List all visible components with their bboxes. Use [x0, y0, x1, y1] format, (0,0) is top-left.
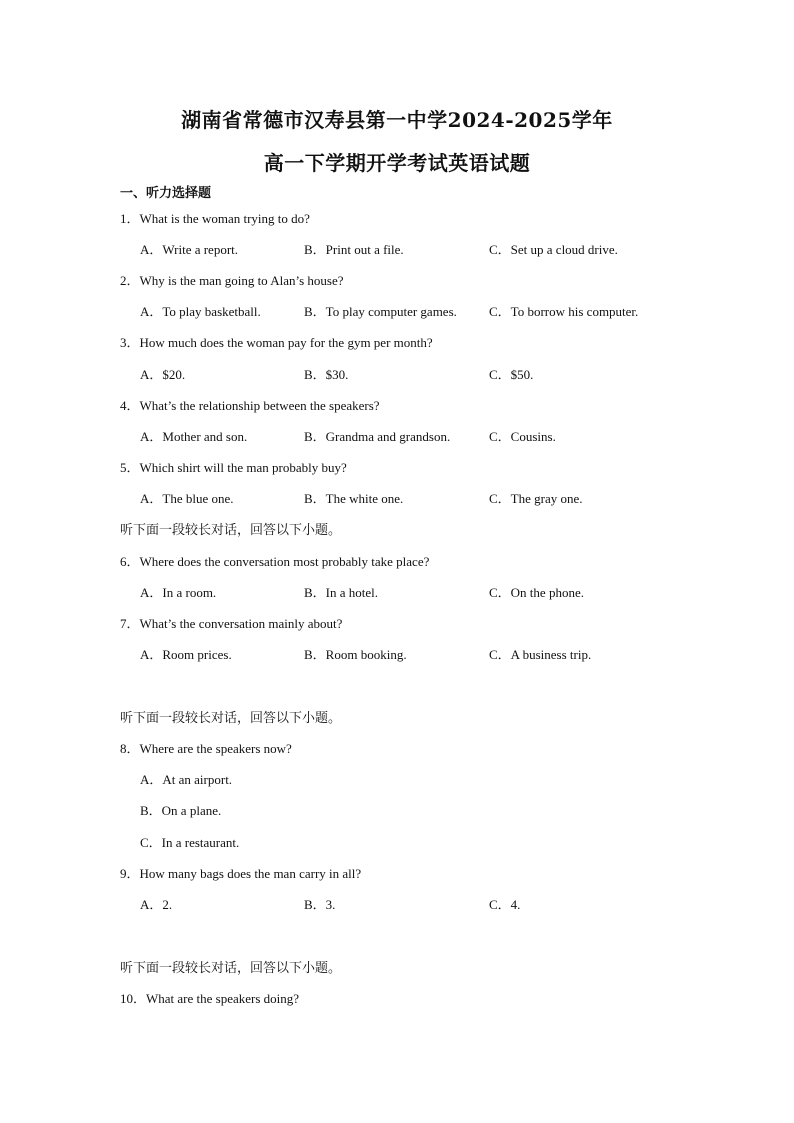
option-4a: A．Mother and son. [140, 429, 248, 444]
option-1b: B．Print out a file. [304, 242, 404, 257]
option-5a: A．The blue one. [140, 491, 234, 506]
option-9b: B．3. [304, 897, 336, 912]
option-5c: C．The gray one. [489, 491, 583, 506]
option-3a: A．$20. [140, 367, 186, 382]
option-3c: C．$50. [489, 367, 534, 382]
instruction-note: 听下面一段较长对话，回答以下小题。 [120, 523, 342, 538]
question-7: 7．What’s the conversation mainly about? [120, 616, 343, 631]
option-6c: C．On the phone. [489, 585, 584, 600]
question-1: 1．What is the woman trying to do? [120, 211, 310, 226]
question-5: 5．Which shirt will the man probably buy? [120, 460, 347, 475]
question-8: 8．Where are the speakers now? [120, 741, 292, 756]
option-9c: C．4. [489, 897, 521, 912]
option-2c: C．To borrow his computer. [489, 304, 639, 319]
question-3: 3．How much does the woman pay for the gym per month? [120, 335, 433, 350]
option-8c: C．In a restaurant. [140, 835, 240, 850]
option-6a: A．In a room. [140, 585, 217, 600]
question-4: 4．What’s the relationship between the speakers? [120, 398, 380, 413]
question-2: 2．Why is the man going to Alan’s house? [120, 273, 344, 288]
question-6: 6．Where does the conversation most probably take place? [120, 554, 430, 569]
instruction-note: 听下面一段较长对话，回答以下小题。 [120, 711, 342, 726]
question-9: 9．How many bags does the man carry in all? [120, 866, 362, 881]
option-5b: B．The white one. [304, 491, 404, 506]
option-4c: C．Cousins. [489, 429, 556, 444]
option-2a: A．To play basketball. [140, 304, 261, 319]
option-3b: B．$30. [304, 367, 349, 382]
option-1c: C．Set up a cloud drive. [489, 242, 618, 257]
section-heading: 一、听力选择题 [120, 186, 212, 201]
option-7b: B．Room booking. [304, 647, 407, 662]
option-8a: A．At an airport. [140, 772, 233, 787]
option-9a: A．2. [140, 897, 173, 912]
page-title-line-2: 高一下学期开学考试英语试题 [263, 151, 531, 175]
page-title-line-1: 湖南省常德市汉寿县第一中学2024-2025学年 [181, 108, 613, 132]
instruction-note: 听下面一段较长对话，回答以下小题。 [120, 961, 342, 976]
option-7c: C．A business trip. [489, 647, 592, 662]
option-2b: B．To play computer games. [304, 304, 457, 319]
option-7a: A．Room prices. [140, 647, 232, 662]
option-6b: B．In a hotel. [304, 585, 379, 600]
option-1a: A．Write a report. [140, 242, 239, 257]
option-8b: B．On a plane. [140, 803, 222, 818]
option-4b: B．Grandma and grandson. [304, 429, 451, 444]
question-10: 10．What are the speakers doing? [120, 991, 300, 1006]
